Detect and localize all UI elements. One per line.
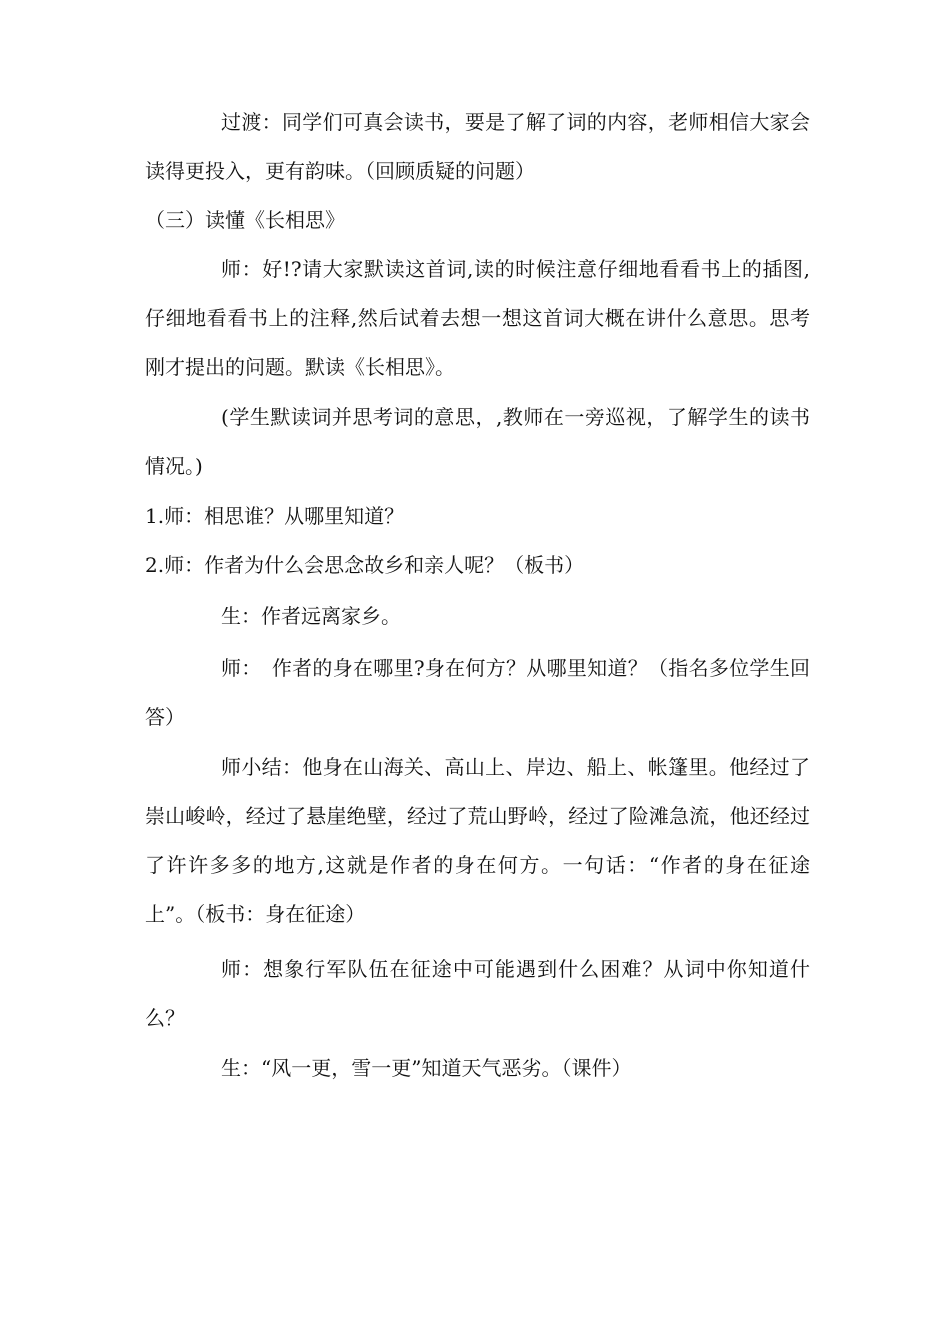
paragraph-question-2: 2.师：作者为什么会思念故乡和亲人呢？（板书）: [145, 553, 585, 577]
paragraph-teacher-question: 师： 作者的身在哪里?身在何方？从哪里知道？（指名多位学生回答）: [145, 656, 810, 729]
paragraph-teacher-instruction: 师：好!?请大家默读这首词,读的时候注意仔细地看看书上的插图,仔细地看看书上的注释,然后试着去想一想这首词大概在讲什么意思。思考刚才提出的问题。默读《长相思》。: [145, 257, 810, 379]
paragraph-transition: 过渡：同学们可真会读书，要是了解了词的内容，老师相信大家会读得更投入，更有韵味。（回顾质疑的问题）: [145, 110, 810, 183]
section-heading: （三）读懂《长相思》: [145, 208, 345, 232]
paragraph-student-answer-1: 生：作者远离家乡。: [221, 604, 401, 628]
paragraph-teacher-summary: 师小结：他身在山海关、高山上、岸边、船上、帐篷里。他经过了崇山峻岭，经过了悬崖绝壁，经过了荒山野岭，经过了险滩急流，他还经过了许许多多的地方,这就是作者的身在何方。一句话：“作者的身在征途上”。（板书：身在征途）: [145, 755, 810, 926]
paragraph-student-activity: (学生默读词并思考词的意思，,教师在一旁巡视，了解学生的读书情况。): [145, 405, 810, 478]
paragraph-teacher-imagine: 师：想象行军队伍在征途中可能遇到什么困难？从词中你知道什么？: [145, 957, 810, 1030]
paragraph-student-answer-2: 生：“风一更，雪一更”知道天气恶劣。（课件）: [221, 1056, 632, 1080]
paragraph-question-1: 1.师：相思谁？从哪里知道？: [145, 504, 405, 528]
